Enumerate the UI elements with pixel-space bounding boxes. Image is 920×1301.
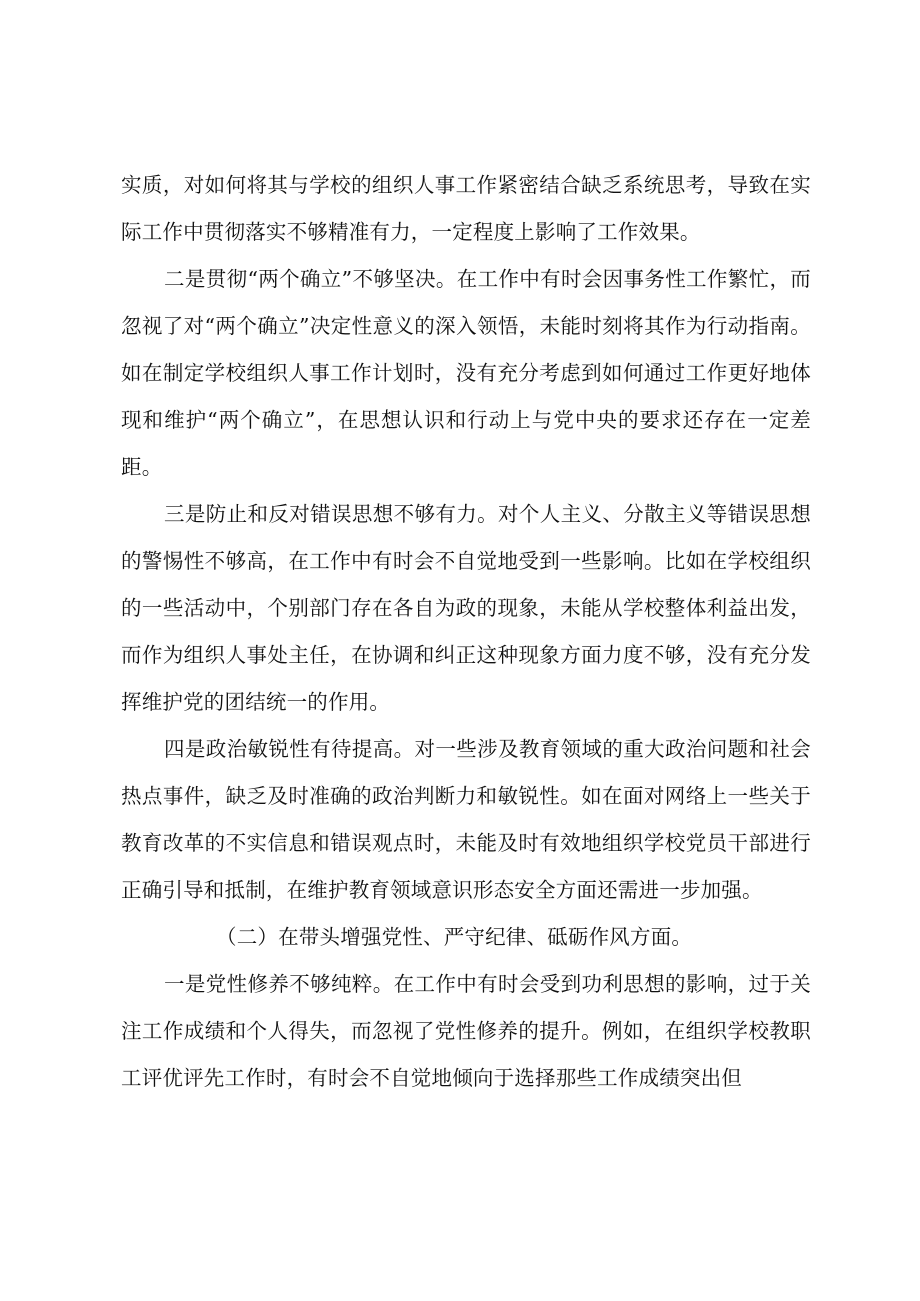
paragraph-two-establishments: 二是贯彻“两个确立”不够坚决。在工作中有时会因事务性工作繁忙，而忽视了对“两个确立”决定性意义的深入领悟，未能时刻将其作为行动指南。如在制定学校组织人事工作计划时，没有充分考虑到如何通过工作更好地体现和维护“两个确立”，在思想认识和行动上与党中央的要求还存在一定差距。 <box>121 267 811 479</box>
section-heading: （二）在带头增强党性、严守纪律、砥砺作风方面。 <box>216 925 693 949</box>
paragraph-political-sensitivity: 四是政治敏锐性有待提高。对一些涉及教育领域的重大政治问题和社会热点事件，缺乏及时准确的政治判断力和敏锐性。如在面对网络上一些关于教育改革的不实信息和错误观点时，未能及时有效地组织学校党员干部进行正确引导和抵制，在维护教育领域意识形态安全方面还需进一步加强。 <box>121 737 811 902</box>
paragraph-party-spirit: 一是党性修养不够纯粹。在工作中有时会受到功利思想的影响，过于关注工作成绩和个人得失，而忽视了党性修养的提升。例如，在组织学校教职工评优评先工作时，有时会不自觉地倾向于选择那些工作成绩突出但 <box>121 972 811 1090</box>
document-body <box>121 162 811 1102</box>
paragraph-continuation: 实质，对如何将其与学校的组织人事工作紧密结合缺乏系统思考，导致在实际工作中贯彻落实不够精准有力，一定程度上影响了工作效果。 <box>121 173 811 244</box>
paragraph-erroneous-thoughts: 三是防止和反对错误思想不够有力。对个人主义、分散主义等错误思想的警惕性不够高，在工作中有时会不自觉地受到一些影响。比如在学校组织的一些活动中，个别部门存在各自为政的现象，未能从学校整体利益出发，而作为组织人事处主任，在协调和纠正这种现象方面力度不够，没有充分发挥维护党的团结统一的作用。 <box>121 502 811 714</box>
